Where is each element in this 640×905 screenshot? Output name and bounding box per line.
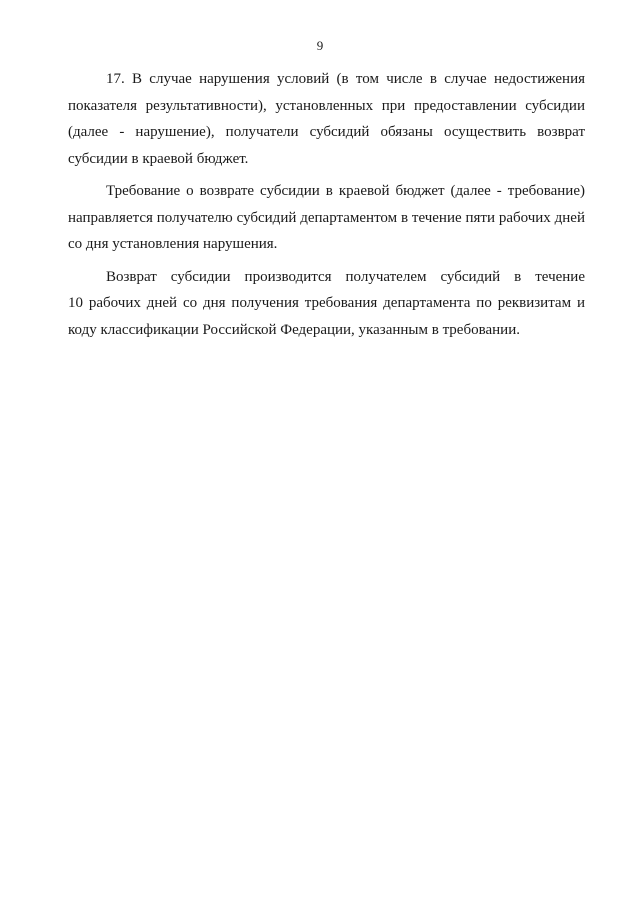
paragraph-line: 17. В случае нарушения условий (в том числе в случае недостижения xyxy=(106,71,585,87)
paragraph-line: (далее - нарушение), получатели субсидий обязаны осуществить возврат xyxy=(68,124,585,140)
paragraph-violation-refund xyxy=(68,66,585,172)
paragraph-line: 10 рабочих дней со дня получения требования департамента по реквизитам и xyxy=(68,295,585,311)
paragraph-line: Требование о возврате субсидии в краевой бюджет (далее - требование) xyxy=(106,183,585,199)
paragraph-line: показателя результативности), установленных при предоставлении субсидии xyxy=(68,97,585,114)
paragraph-refund-demand xyxy=(68,178,585,258)
paragraph-line: Возврат субсидии производится получателем субсидий в течение xyxy=(106,268,585,285)
page-number: 9 xyxy=(316,38,324,53)
paragraph-refund-procedure xyxy=(68,264,585,344)
paragraph-line: направляется получателю субсидий департаментом в течение пяти рабочих дней xyxy=(68,209,585,226)
paragraph-line: коду классификации Российской Федерации, указанным в требовании. xyxy=(68,321,520,338)
document-body xyxy=(68,66,585,343)
paragraph-line: со дня установления нарушения. xyxy=(68,236,278,252)
paragraph-line: субсидии в краевой бюджет. xyxy=(68,150,249,167)
